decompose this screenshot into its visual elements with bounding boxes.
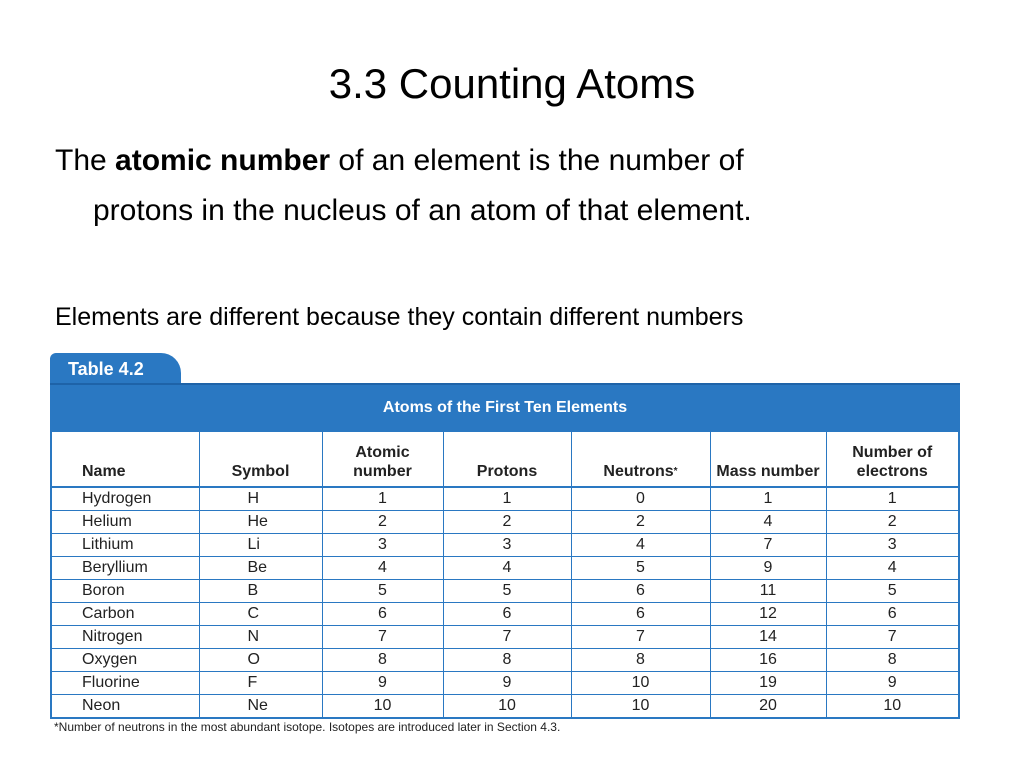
table-body <box>52 487 958 717</box>
cell-electrons: 10 <box>826 695 958 718</box>
table-footnote: *Number of neutrons in the most abundant isotope. Isotopes are introduced later in Section 4.3. <box>54 720 561 734</box>
cell-electrons: 7 <box>826 626 958 649</box>
definition-line2: protons in the nucleus of an atom of that element. <box>93 194 752 227</box>
cell-neutrons: 10 <box>571 695 710 718</box>
cell-mass-number: 4 <box>710 511 826 534</box>
cell-protons: 4 <box>443 557 571 580</box>
cell-neutrons: 2 <box>571 511 710 534</box>
cell-name: Fluorine <box>52 672 199 695</box>
cell-electrons: 5 <box>826 580 958 603</box>
cell-atomic-number: 7 <box>322 626 443 649</box>
cell-mass-number: 11 <box>710 580 826 603</box>
table-row <box>52 534 958 557</box>
cell-atomic-number: 5 <box>322 580 443 603</box>
cell-symbol: N <box>199 626 322 649</box>
cell-name: Boron <box>52 580 199 603</box>
cell-protons: 10 <box>443 695 571 718</box>
cell-protons: 6 <box>443 603 571 626</box>
cell-protons: 1 <box>443 487 571 511</box>
cell-mass-number: 9 <box>710 557 826 580</box>
cell-neutrons: 6 <box>571 580 710 603</box>
table-tab-label: Table 4.2 <box>50 353 181 386</box>
definition-lead: The <box>55 144 116 177</box>
cell-electrons: 3 <box>826 534 958 557</box>
cell-atomic-number: 1 <box>322 487 443 511</box>
elements-table <box>52 432 958 717</box>
cell-name: Hydrogen <box>52 487 199 511</box>
table-row <box>52 603 958 626</box>
cell-electrons: 9 <box>826 672 958 695</box>
cell-mass-number: 20 <box>710 695 826 718</box>
neutrons-footnote-marker: * <box>673 466 678 477</box>
table-row <box>52 557 958 580</box>
cell-neutrons: 4 <box>571 534 710 557</box>
table-row <box>52 487 958 511</box>
cell-protons: 7 <box>443 626 571 649</box>
column-header-neutrons <box>571 432 710 487</box>
cell-protons: 9 <box>443 672 571 695</box>
cell-name: Beryllium <box>52 557 199 580</box>
cell-mass-number: 12 <box>710 603 826 626</box>
cell-symbol: Be <box>199 557 322 580</box>
cell-mass-number: 19 <box>710 672 826 695</box>
cell-neutrons: 5 <box>571 557 710 580</box>
column-header-symbol: Symbol <box>199 432 322 487</box>
cell-mass-number: 1 <box>710 487 826 511</box>
table-header-row <box>52 432 958 487</box>
definition-paragraph <box>55 136 935 236</box>
cell-neutrons: 7 <box>571 626 710 649</box>
cell-symbol: Ne <box>199 695 322 718</box>
cell-electrons: 2 <box>826 511 958 534</box>
cell-atomic-number: 2 <box>322 511 443 534</box>
cell-symbol: C <box>199 603 322 626</box>
cell-symbol: F <box>199 672 322 695</box>
table-caption: Atoms of the First Ten Elements <box>50 383 960 429</box>
cell-atomic-number: 6 <box>322 603 443 626</box>
cell-symbol: He <box>199 511 322 534</box>
cell-symbol: H <box>199 487 322 511</box>
table-row <box>52 695 958 718</box>
cell-neutrons: 8 <box>571 649 710 672</box>
cell-electrons: 8 <box>826 649 958 672</box>
cell-neutrons: 6 <box>571 603 710 626</box>
table-row <box>52 511 958 534</box>
neutrons-label: Neutrons <box>603 463 674 480</box>
cell-protons: 2 <box>443 511 571 534</box>
cell-protons: 8 <box>443 649 571 672</box>
cell-atomic-number: 3 <box>322 534 443 557</box>
column-header-name: Name <box>52 432 199 487</box>
cell-name: Helium <box>52 511 199 534</box>
table-row <box>52 580 958 603</box>
column-header-protons: Protons <box>443 432 571 487</box>
cell-neutrons: 0 <box>571 487 710 511</box>
elements-paragraph: Elements are different because they contain different numbers <box>55 303 744 331</box>
column-header-electrons: Number of electrons <box>826 432 958 487</box>
cell-electrons: 6 <box>826 603 958 626</box>
table-row <box>52 626 958 649</box>
cell-name: Carbon <box>52 603 199 626</box>
table-row <box>52 649 958 672</box>
cell-atomic-number: 9 <box>322 672 443 695</box>
cell-symbol: Li <box>199 534 322 557</box>
cell-mass-number: 7 <box>710 534 826 557</box>
column-header-mass-number: Mass number <box>710 432 826 487</box>
slide-title: 3.3 Counting Atoms <box>328 60 696 107</box>
cell-name: Neon <box>82 697 121 714</box>
cell-protons: 5 <box>443 580 571 603</box>
cell-electrons: 1 <box>826 487 958 511</box>
cell-neutrons: 10 <box>571 672 710 695</box>
definition-term: atomic number <box>115 144 331 177</box>
table-row <box>52 672 958 695</box>
cell-atomic-number: 4 <box>322 557 443 580</box>
column-header-atomic-number: Atomic number <box>322 432 443 487</box>
cell-name: Lithium <box>52 534 199 557</box>
cell-name: Oxygen <box>52 649 199 672</box>
table-figure <box>48 350 965 748</box>
cell-mass-number: 14 <box>710 626 826 649</box>
cell-atomic-number: 8 <box>322 649 443 672</box>
cell-mass-number: 16 <box>710 649 826 672</box>
cell-symbol: O <box>199 649 322 672</box>
cell-protons: 3 <box>443 534 571 557</box>
definition-rest: of an element is the number of <box>330 144 744 177</box>
cell-name: Nitrogen <box>52 626 199 649</box>
table-wrap <box>50 429 960 719</box>
cell-symbol: B <box>199 580 322 603</box>
cell-electrons: 4 <box>826 557 958 580</box>
cell-atomic-number: 10 <box>322 695 443 718</box>
